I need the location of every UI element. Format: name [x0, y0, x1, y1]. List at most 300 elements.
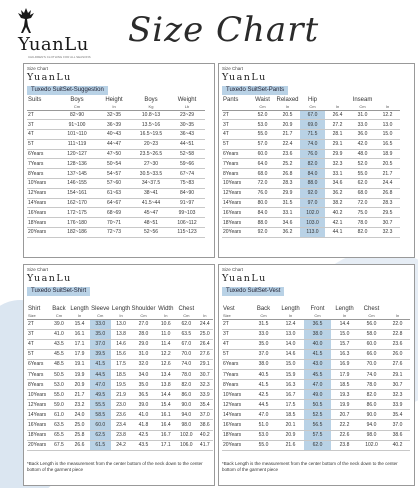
table-cell: 21.6: [277, 440, 304, 450]
table-cell: 63.5: [176, 329, 197, 339]
table-cell: 55.5: [90, 400, 111, 410]
table-cell: 28.1: [325, 130, 350, 140]
table-row: [27, 120, 205, 130]
table-cell: 23~29: [169, 110, 205, 120]
table-cell: 14.0: [277, 339, 304, 349]
table-cell: 5T: [27, 139, 59, 149]
table-cell: 86.0: [176, 390, 197, 400]
table-cell: 115~123: [169, 228, 205, 238]
panel-pants: [218, 63, 415, 258]
table-cell: 31.5: [250, 319, 277, 329]
table-cell: 26.8: [375, 188, 400, 198]
table-cell: 32.0: [131, 359, 155, 369]
table-cell: 67.0: [300, 110, 325, 120]
table-cell: 23.2: [69, 400, 90, 410]
table-cell: 14.4: [156, 390, 177, 400]
table-cell: 154~161: [59, 188, 95, 198]
table-cell: 58.5: [90, 410, 111, 420]
table-cell: 14Years: [27, 410, 49, 420]
table-cell: 26.6: [69, 440, 90, 450]
table-header-row: [222, 305, 410, 313]
table-cell: 36.2: [275, 228, 300, 238]
column-header: [197, 305, 213, 313]
table-cell: 23.5~26.5: [133, 149, 169, 159]
table-cell: 182~186: [59, 228, 95, 238]
table-cell: 6Years: [222, 149, 250, 159]
column-header: Boys: [70, 97, 84, 103]
table-cell: 92.0: [250, 228, 275, 238]
table-cell: 16Years: [222, 208, 250, 218]
table-cell: 33.0: [90, 319, 111, 329]
table-cell: 29.9: [325, 149, 350, 159]
unit-cell: Cm: [358, 313, 385, 319]
table-cell: 41.8: [131, 420, 155, 430]
table-row: [27, 369, 213, 379]
table-row: [222, 130, 400, 140]
table-cell: 41.5~44: [133, 198, 169, 208]
table-cell: 19.9: [331, 400, 358, 410]
unit-cell: Cm: [300, 104, 325, 110]
table-cell: 18Years: [222, 430, 250, 440]
table-cell: 45~47: [133, 208, 169, 218]
table-cell: 55.0: [49, 390, 69, 400]
size-table: [27, 96, 205, 238]
table-cell: 41.0: [131, 410, 155, 420]
table-cell: 23.8: [111, 430, 132, 440]
table-cell: 68~69: [95, 208, 133, 218]
panel-vest: [218, 264, 415, 486]
table-cell: 74.0: [300, 139, 325, 149]
table-cell: 15.9: [277, 369, 304, 379]
table-cell: 16.1: [69, 329, 90, 339]
table-row: [222, 188, 400, 198]
table-cell: 99~103: [169, 208, 205, 218]
table-cell: 102.0: [176, 430, 197, 440]
table-cell: 32.3: [197, 380, 213, 390]
deer-icon: [12, 6, 40, 36]
panel-shirt: [23, 264, 215, 486]
table-cell: 63.5: [49, 420, 69, 430]
table-cell: 84.0: [250, 208, 275, 218]
unit-cell: Cm: [59, 104, 95, 110]
table-cell: 6Years: [27, 149, 59, 159]
table-cell: 32.3: [325, 159, 350, 169]
table-cell: 52.0: [250, 110, 275, 120]
table-cell: 60.0: [358, 339, 385, 349]
table-cell: 44~51: [169, 139, 205, 149]
table-cell: 5T: [222, 139, 250, 149]
table-cell: 37.0: [197, 410, 213, 420]
unit-cell: In: [325, 104, 350, 110]
table-cell: 88.0: [300, 179, 325, 189]
table-cell: 39.0: [131, 400, 155, 410]
table-cell: 65.5: [49, 430, 69, 440]
table-cell: 16.5: [375, 139, 400, 149]
table-row: [27, 228, 205, 238]
table-cell: 60.0: [250, 149, 275, 159]
table-cell: 4T: [27, 130, 59, 140]
table-cell: 19.5: [111, 380, 132, 390]
table-cell: 92.0: [300, 188, 325, 198]
table-cell: 35.0: [90, 329, 111, 339]
table-cell: 106.0: [176, 440, 197, 450]
table-cell: 36~39: [95, 120, 133, 130]
panel-brand: YuanLu: [222, 273, 267, 284]
table-cell: 12Years: [222, 400, 250, 410]
table-cell: 50.5: [304, 400, 331, 410]
table-row: [222, 110, 400, 120]
table-cell: 38.6: [197, 420, 213, 430]
table-cell: 41.5: [250, 380, 277, 390]
table-cell: 38~41: [133, 188, 169, 198]
table-row: [27, 359, 213, 369]
table-row: [222, 149, 400, 159]
table-cell: 14Years: [222, 410, 250, 420]
table-cell: 97.0: [300, 198, 325, 208]
unit-cell: In: [156, 313, 177, 319]
table-cell: 76.0: [300, 149, 325, 159]
table-header-row: [27, 96, 205, 104]
table-cell: 18.5: [111, 369, 132, 379]
table-cell: 43.5: [131, 440, 155, 450]
table-row: [27, 410, 213, 420]
column-header: Height: [105, 97, 123, 103]
table-cell: 90.0: [176, 400, 197, 410]
table-cell: 55.0: [250, 130, 275, 140]
column-header: Suits: [28, 97, 42, 103]
table-cell: 30~35: [169, 120, 205, 130]
table-cell: 32~35: [95, 110, 133, 120]
table-cell: 68.0: [250, 169, 275, 179]
table-cell: 38.0: [304, 329, 331, 339]
panel-brand: YuanLu: [27, 273, 72, 284]
panel-brand: YuanLu: [222, 72, 267, 83]
table-cell: 13.0: [277, 329, 304, 339]
table-cell: 80.0: [250, 198, 275, 208]
column-header: Chest: [178, 306, 195, 312]
table-cell: 41.5: [90, 359, 111, 369]
table-cell: 33.9: [385, 400, 410, 410]
table-cell: 91~97: [169, 198, 205, 208]
table-cell: 98.0: [358, 430, 385, 440]
table-cell: 22.8: [385, 329, 410, 339]
column-header: Back: [256, 306, 271, 312]
size-table: [222, 96, 400, 238]
column-header: Shoulder: [131, 306, 156, 312]
unit-cell: Size: [222, 313, 250, 319]
table-cell: 70~71: [95, 218, 133, 228]
table-row: [222, 410, 410, 420]
size-table: [27, 305, 213, 451]
table-cell: 82.0: [300, 159, 325, 169]
table-cell: 62.0: [176, 319, 197, 329]
unit-cell: Cm: [131, 313, 155, 319]
table-cell: 30.5~33.5: [133, 169, 169, 179]
unit-cell: Cm: [49, 313, 69, 319]
table-cell: 28.3: [275, 179, 300, 189]
table-cell: 26.0: [385, 349, 410, 359]
table-cell: 17.9: [69, 349, 90, 359]
table-cell: 39.5: [90, 349, 111, 359]
panel-subtitle: Tuxedo SuitSet-Vest: [222, 287, 284, 296]
table-cell: 42.5: [131, 430, 155, 440]
column-header: Inseam: [352, 97, 373, 103]
table-cell: 2T: [27, 110, 59, 120]
table-cell: 23.8: [331, 440, 358, 450]
table-cell: 64~67: [95, 198, 133, 208]
table-cell: 11.4: [156, 339, 177, 349]
table-row: [222, 329, 410, 339]
table-cell: 70.0: [358, 359, 385, 369]
column-header: Hip: [307, 97, 317, 103]
table-cell: 21.9: [111, 390, 132, 400]
table-cell: 102.0: [300, 208, 325, 218]
table-cell: 8Years: [222, 380, 250, 390]
table-cell: 53.0: [250, 430, 277, 440]
table-cell: 23.0: [111, 400, 132, 410]
table-cell: 34.6: [325, 179, 350, 189]
table-cell: 16.1: [156, 410, 177, 420]
table-cell: 55.0: [250, 440, 277, 450]
table-cell: 14.6: [111, 339, 132, 349]
table-cell: 57~60: [95, 179, 133, 189]
table-cell: 82.0: [358, 390, 385, 400]
table-cell: 82.0: [350, 228, 375, 238]
table-cell: 30.7: [385, 380, 410, 390]
table-row: [222, 198, 400, 208]
table-cell: 18.5: [331, 380, 358, 390]
table-row: [27, 139, 205, 149]
table-cell: 15.0: [331, 329, 358, 339]
table-cell: 27.0: [131, 319, 155, 329]
table-row: [222, 339, 410, 349]
table-row: [222, 430, 410, 440]
table-cell: 25.0: [69, 420, 90, 430]
table-cell: 24.2: [111, 440, 132, 450]
table-cell: 98.0: [176, 420, 197, 430]
table-cell: 32.3: [375, 228, 400, 238]
table-cell: 52.0: [350, 159, 375, 169]
table-cell: 8Years: [27, 169, 59, 179]
table-cell: 50.5: [49, 369, 69, 379]
table-cell: 17.9: [331, 369, 358, 379]
table-cell: 25.0: [197, 329, 213, 339]
table-cell: 68.0: [350, 188, 375, 198]
table-cell: 35.0: [131, 380, 155, 390]
table-row: [222, 440, 410, 450]
table-cell: 86.0: [358, 400, 385, 410]
table-cell: 22.2: [331, 420, 358, 430]
column-header: Front: [310, 306, 325, 312]
table-cell: 5T: [222, 349, 250, 359]
table-cell: 36.5: [304, 319, 331, 329]
table-cell: 53.0: [250, 120, 275, 130]
table-cell: 32.3: [385, 390, 410, 400]
table-cell: 76.0: [250, 188, 275, 198]
table-cell: 14Years: [27, 198, 59, 208]
table-cell: 20.5: [275, 110, 300, 120]
table-cell: 29.5: [375, 208, 400, 218]
table-cell: 78.0: [358, 380, 385, 390]
table-cell: 23.6: [275, 149, 300, 159]
table-cell: 13.8: [111, 329, 132, 339]
table-row: [27, 420, 213, 430]
table-cell: 7Years: [222, 369, 250, 379]
table-cell: 33.0: [350, 120, 375, 130]
table-cell: 47.0: [250, 410, 277, 420]
table-cell: 53.0: [49, 380, 69, 390]
unit-cell: Kg: [133, 104, 169, 110]
table-cell: 15.6: [111, 349, 132, 359]
table-cell: 5T: [27, 349, 49, 359]
table-cell: 40.2: [385, 440, 410, 450]
unit-cell: In: [375, 104, 400, 110]
column-header: Relaxed: [276, 97, 299, 103]
table-cell: 40.2: [325, 208, 350, 218]
table-cell: 48.0: [350, 149, 375, 159]
table-cell: 67~74: [169, 169, 205, 179]
table-cell: 28.0: [131, 329, 155, 339]
table-cell: 39.0: [49, 319, 69, 329]
table-row: [222, 218, 400, 228]
measurement-note: *Back Length is the measurement from the center bottom of the neck down to the center bottom of the garment piece: [27, 461, 203, 472]
column-header: Waist: [255, 97, 270, 103]
table-cell: 4T: [27, 339, 49, 349]
table-cell: 21.7: [375, 169, 400, 179]
table-row: [222, 390, 410, 400]
table-cell: 36.5: [131, 390, 155, 400]
table-cell: 24.4: [197, 319, 213, 329]
table-cell: 13.0: [111, 319, 132, 329]
table-cell: 3T: [27, 120, 59, 130]
table-row: [222, 179, 400, 189]
table-cell: 61~63: [95, 188, 133, 198]
table-cell: 67.5: [49, 440, 69, 450]
table-cell: 60.0: [90, 420, 111, 430]
table-row: [222, 169, 400, 179]
table-cell: 49.0: [304, 390, 331, 400]
table-cell: 52~58: [169, 149, 205, 159]
table-row: [27, 198, 205, 208]
table-row: [27, 208, 205, 218]
table-row: [27, 169, 205, 179]
table-cell: 26.4: [197, 339, 213, 349]
table-cell: 57.0: [250, 139, 275, 149]
table-cell: 38.6: [385, 430, 410, 440]
table-row: [27, 390, 213, 400]
table-cell: 20Years: [222, 228, 250, 238]
table-cell: 18Years: [27, 430, 49, 440]
column-header: Shirt: [28, 306, 41, 312]
table-cell: 23.6: [111, 410, 132, 420]
table-cell: 66.0: [358, 349, 385, 359]
table-cell: 35.0: [250, 339, 277, 349]
table-cell: 36.2: [325, 188, 350, 198]
table-row: [27, 218, 205, 228]
table-cell: 19.9: [69, 369, 90, 379]
table-cell: 10Years: [222, 390, 250, 400]
table-cell: 3T: [27, 329, 49, 339]
table-cell: 103.0: [300, 218, 325, 228]
table-cell: 56.0: [358, 319, 385, 329]
table-cell: 59~66: [169, 159, 205, 169]
unit-cell: In: [111, 313, 132, 319]
table-cell: 2T: [27, 319, 49, 329]
table-cell: 11.0: [156, 329, 177, 339]
table-cell: 67.0: [176, 339, 197, 349]
table-cell: 55.0: [350, 169, 375, 179]
table-row: [222, 349, 410, 359]
table-cell: 33.1: [325, 169, 350, 179]
table-cell: 15.4: [156, 400, 177, 410]
table-cell: 12.4: [277, 319, 304, 329]
table-row: [27, 329, 213, 339]
unit-cell: Size: [27, 313, 49, 319]
table-cell: 12Years: [222, 188, 250, 198]
table-cell: 25.2: [275, 159, 300, 169]
table-cell: 20.5: [375, 159, 400, 169]
unit-cell: In: [69, 313, 90, 319]
panel-subtitle: Tuxedo SuitSet-Pants: [222, 86, 288, 95]
table-cell: 47~50: [95, 149, 133, 159]
table-cell: 54~57: [95, 169, 133, 179]
unit-cell: In: [275, 104, 300, 110]
table-row: [27, 130, 205, 140]
table-cell: 33.9: [197, 390, 213, 400]
table-cell: 176~180: [59, 218, 95, 228]
table-cell: 29.1: [325, 139, 350, 149]
table-cell: 42.1: [325, 218, 350, 228]
column-header: [325, 96, 350, 104]
column-header: Vest: [223, 306, 235, 312]
table-cell: 44.5: [90, 369, 111, 379]
table-cell: 24.4: [375, 179, 400, 189]
table-cell: 40.2: [197, 430, 213, 440]
table-row: [27, 440, 213, 450]
table-cell: 20.1: [277, 420, 304, 430]
panel-label: Size Chart: [27, 66, 49, 71]
table-cell: 34~37.5: [133, 179, 169, 189]
table-cell: 10.6: [156, 319, 177, 329]
table-cell: 72.0: [250, 179, 275, 189]
table-cell: 40.5: [250, 369, 277, 379]
unit-cell: In: [331, 313, 358, 319]
brand-logo: [10, 6, 90, 58]
table-cell: 6Years: [222, 359, 250, 369]
table-cell: 37.0: [385, 420, 410, 430]
table-cell: 41.0: [49, 329, 69, 339]
panel-label: Size Chart: [222, 267, 244, 272]
table-cell: 7Years: [27, 369, 49, 379]
table-cell: 15.7: [331, 339, 358, 349]
table-cell: 61.5: [90, 440, 111, 450]
table-cell: 7Years: [222, 159, 250, 169]
table-cell: 48~51: [133, 218, 169, 228]
table-cell: 42.0: [350, 139, 375, 149]
table-cell: 19.3: [331, 390, 358, 400]
table-cell: 47.0: [304, 380, 331, 390]
table-cell: 51.0: [250, 420, 277, 430]
table-cell: 21.7: [69, 390, 90, 400]
table-cell: 10Years: [27, 179, 59, 189]
table-cell: 16.9: [331, 359, 358, 369]
table-cell: 12Years: [27, 400, 49, 410]
measurement-note: *Back Length is the measurement from the center bottom of the neck down to the center bottom of the garment piece: [222, 461, 398, 472]
unit-cell: In: [385, 313, 410, 319]
table-cell: 15.0: [277, 359, 304, 369]
table-cell: 16.7: [277, 390, 304, 400]
table-cell: 30.7: [197, 369, 213, 379]
